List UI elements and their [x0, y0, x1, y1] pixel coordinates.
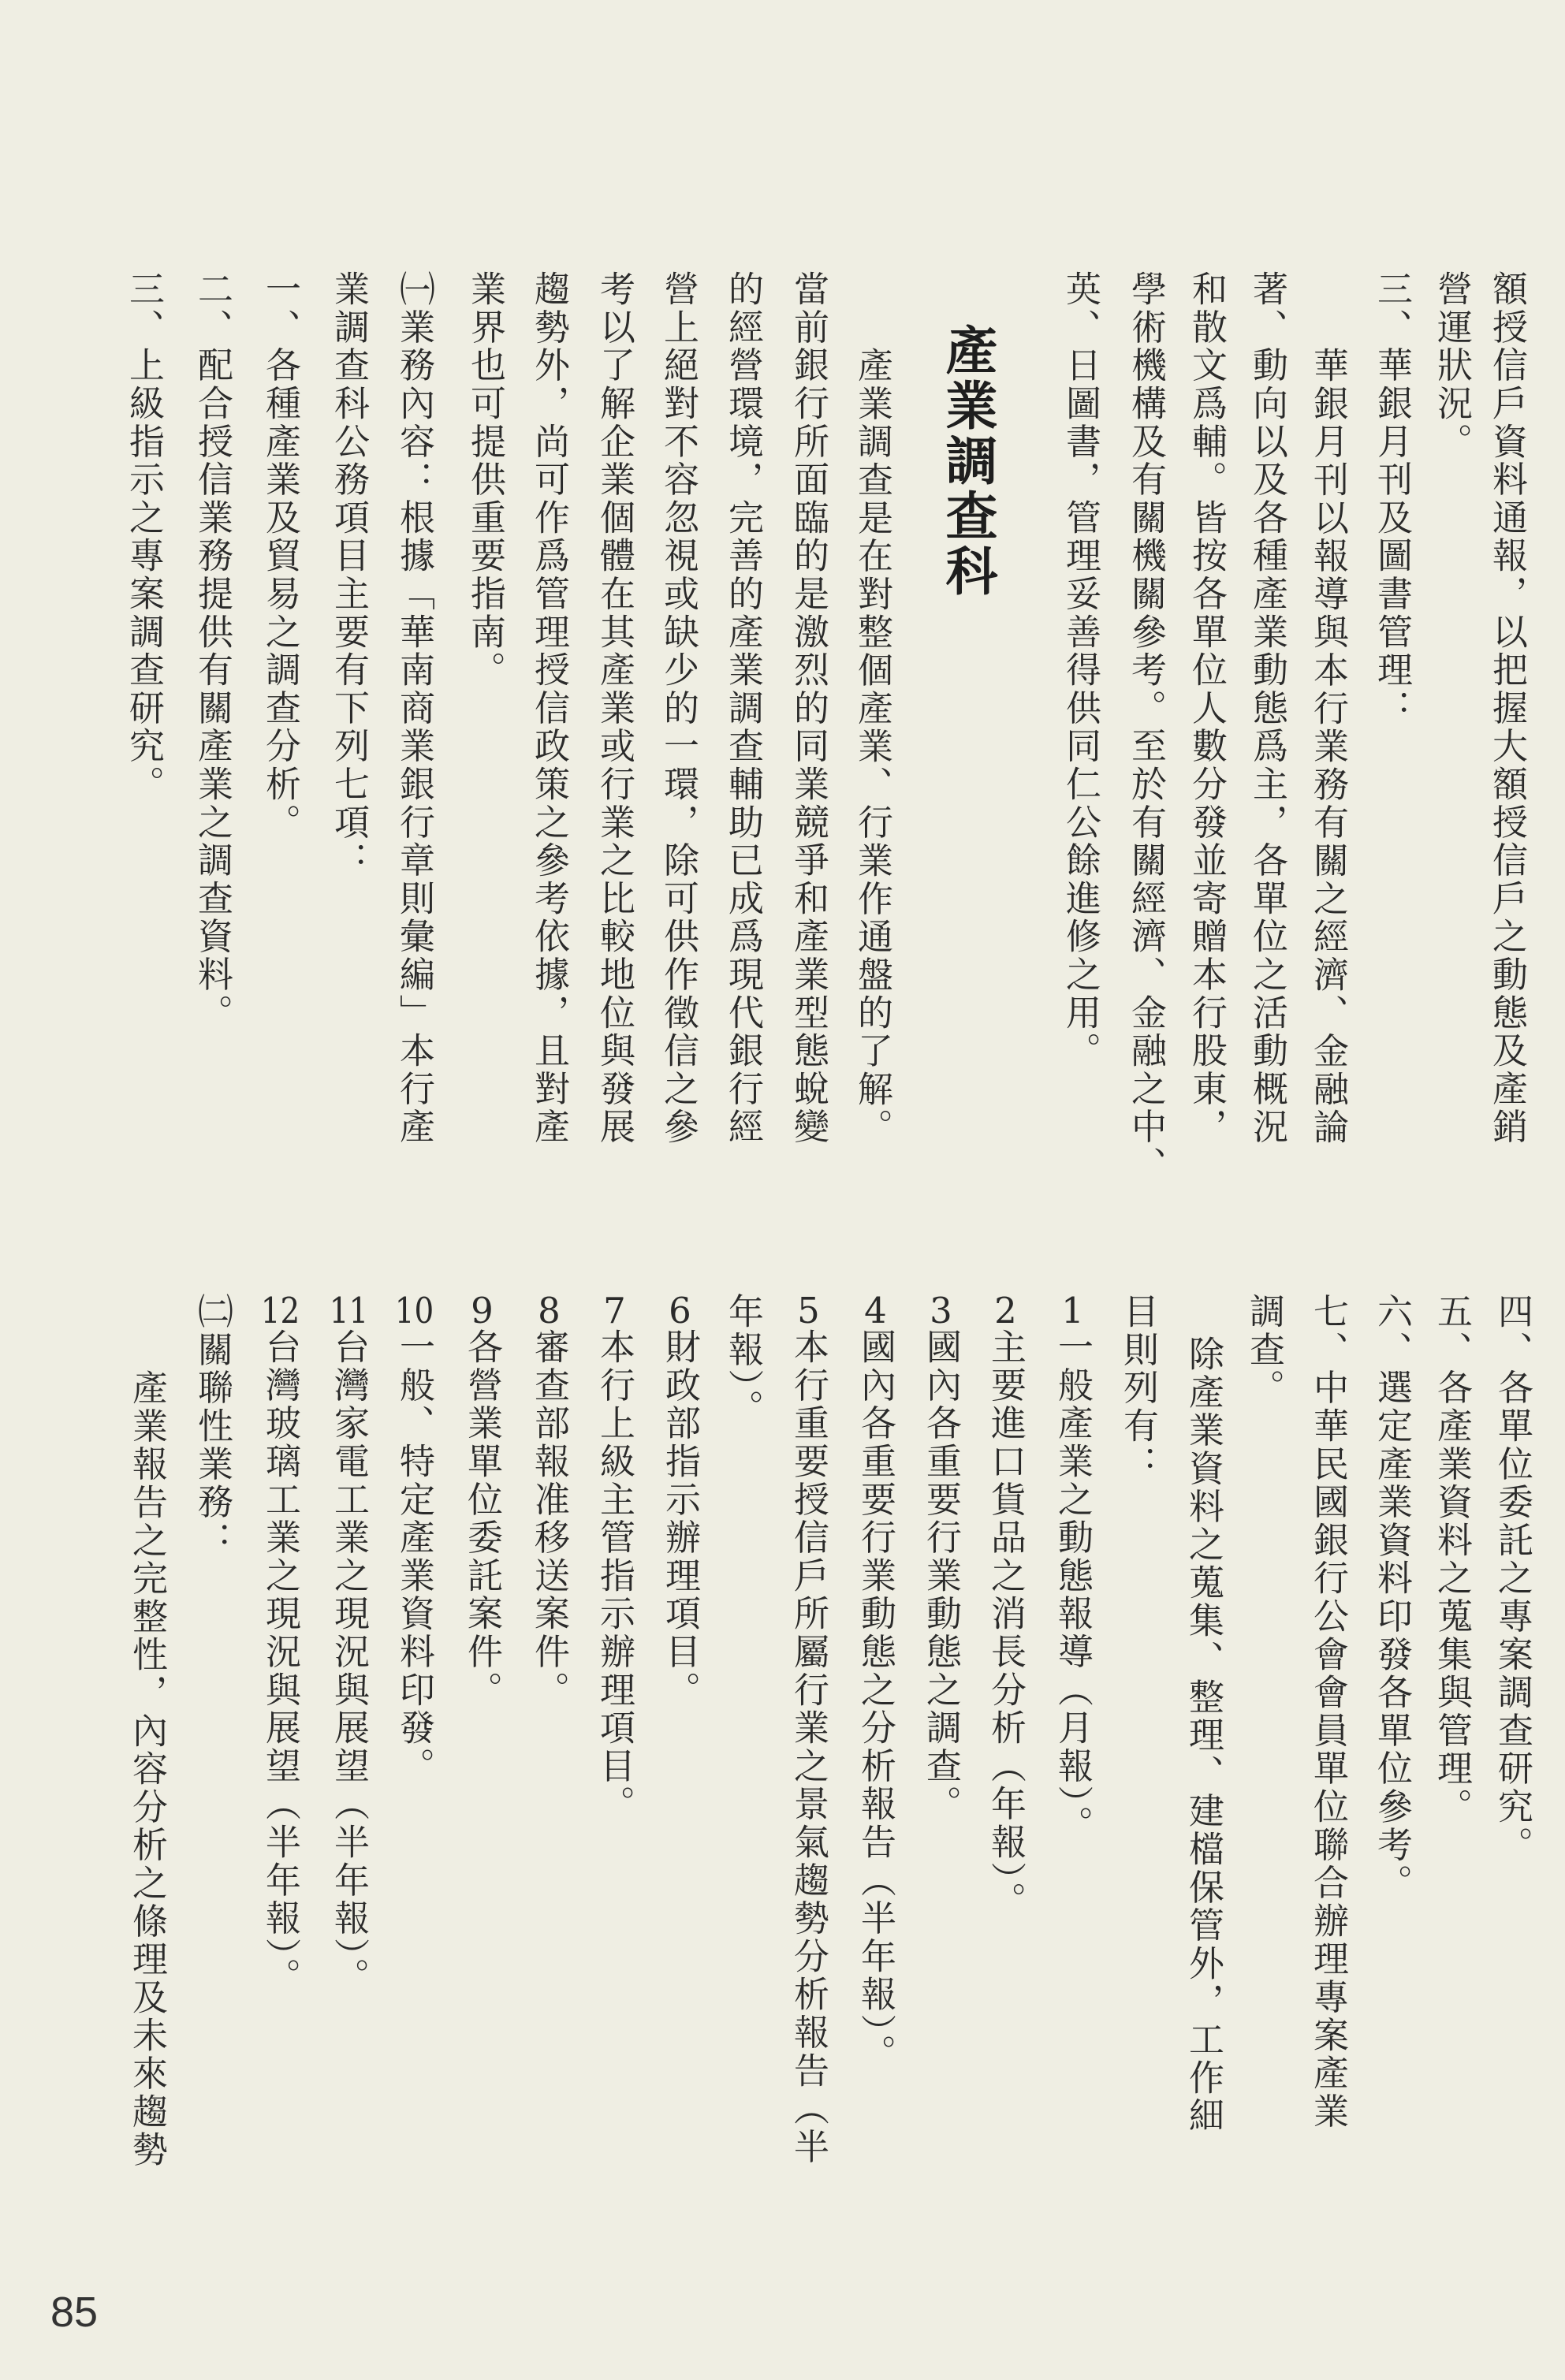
continuation-line: 額授信戶資料通報，以把握大額授信戶之動態及產銷 — [1486, 270, 1528, 1146]
intro-line: 當前銀行所面臨的是激烈的同業競爭和產業型態蛻變 — [788, 270, 829, 1146]
work-item-text: 台灣玻璃工業之現況與展望（半年報）。 — [259, 1328, 301, 1996]
work-item — [985, 1293, 1027, 1920]
work-item-text: 國內各重要行業動態之分析報告（半年報）。 — [855, 1328, 896, 2073]
work-item-text: 各營業單位委託案件。 — [461, 1328, 503, 1709]
section-title: 產業調查科 — [937, 323, 997, 599]
work-item — [659, 1293, 701, 1709]
work-item-text: 台灣家電工業之現況與展望（半年報）。 — [328, 1328, 370, 1996]
work-item — [920, 1293, 962, 1823]
work-item-number: 11 — [329, 1293, 369, 1328]
work-item-text: 國內各重要行業動態之調查。 — [920, 1328, 962, 1823]
intro-line: 趨勢外，尚可作爲管理授信政策之參考依據，且對產 — [528, 270, 570, 1146]
work-item — [461, 1293, 503, 1709]
subsection-heading: ㈡關聯性業務： — [192, 1293, 233, 1560]
work-item — [259, 1293, 301, 1996]
subsection-heading: ㈠業務內容：根據「華南商業銀行章則彙編」本行產 — [393, 270, 435, 1146]
work-item-number: 2 — [994, 1293, 1017, 1328]
work-item-text: 本行上級主管指示辦理項目。 — [594, 1328, 635, 1823]
paragraph-line: 華銀月刊以報導與本行業務有關之經濟、金融論 — [1307, 347, 1349, 1147]
work-item-number: 3 — [930, 1293, 952, 1328]
list-item-heading: 三、華銀月刊及圖書管理： — [1371, 270, 1413, 728]
duty-line: 七、中華民國銀行公會會員單位聯合辦理專案產業 — [1307, 1293, 1349, 2131]
work-intro-line: 除產業資料之蒐集、整理、建檔保管外，工作細 — [1183, 1335, 1224, 2136]
work-item — [594, 1293, 635, 1823]
work-item — [328, 1293, 370, 1996]
work-item-continuation: 年報）。 — [722, 1293, 764, 1428]
work-item-text: 一般、特定產業資料印發。 — [393, 1328, 435, 1786]
work-item-number: 10 — [394, 1293, 434, 1328]
work-item-text: 本行重要授信戶所屬行業之景氣趨勢分析報告（半 — [788, 1328, 829, 2166]
paragraph-line: 英、日圖書，管理妥善得供同仁公餘進修之用。 — [1060, 270, 1101, 1071]
duty-line: 五、各產業資料之蒐集與管理。 — [1431, 1293, 1473, 1827]
duty-line: 調查。 — [1243, 1293, 1285, 1407]
work-item-number: 12 — [260, 1293, 300, 1328]
work-item-text: 財政部指示辦理項目。 — [659, 1328, 701, 1709]
duty-line: 一、各種產業及貿易之調查分析。 — [259, 270, 301, 842]
work-item — [393, 1293, 435, 1786]
intro-line: 的經營環境，完善的產業調查輔助已成爲現代銀行經 — [722, 270, 764, 1146]
subsection-heading: 業調查科公務項目主要有下列七項： — [328, 270, 370, 880]
paragraph-line: 學術機構及有關機關參考。至於有關經濟、金融之中、 — [1125, 270, 1167, 1185]
intro-line: 營上絕對不容忽視或缺少的一環，除可供作徵信之參 — [658, 270, 699, 1146]
work-item-number: 8 — [538, 1293, 561, 1328]
work-item-number: 6 — [669, 1293, 691, 1328]
work-item-text: 審查部報准移送案件。 — [528, 1328, 570, 1709]
work-item-text: 主要進口貨品之消長分析（年報）。 — [985, 1328, 1027, 1920]
intro-line: 業界也可提供重要指南。 — [464, 270, 506, 690]
duty-line: 四、各單位委託之專案調查研究。 — [1492, 1293, 1533, 1864]
work-item-number: 7 — [603, 1293, 626, 1328]
paragraph-line: 和散文爲輔。皆按各單位人數分發並寄贈本行股東， — [1186, 270, 1228, 1146]
page-number: 85 — [50, 2289, 99, 2336]
duty-line: 六、選定產業資料印發各單位參考。 — [1371, 1293, 1413, 1902]
work-item-number: 1 — [1061, 1293, 1084, 1328]
paragraph-line: 產業報告之完整性，內容分析之條理及未來趨勢 — [126, 1369, 168, 2170]
work-item-number: 5 — [797, 1293, 820, 1328]
work-item — [1052, 1293, 1094, 1844]
duty-line: 二、配合授信業務提供有關產業之調查資料。 — [192, 270, 233, 1032]
work-intro-line: 目則列有： — [1117, 1293, 1159, 1484]
intro-line: 考以了解企業個體在其產業或行業之比較地位與發展 — [594, 270, 635, 1146]
intro-line: 產業調查是在對整個產業、行業作通盤的了解。 — [851, 347, 893, 1147]
paragraph-line: 著、動向以及各種產業動態爲主，各單位之活動概況 — [1246, 270, 1288, 1146]
work-item — [855, 1293, 896, 2073]
continuation-line: 營運狀況。 — [1431, 270, 1473, 461]
work-item-number: 4 — [864, 1293, 887, 1328]
work-item — [788, 1293, 829, 2166]
work-item-text: 一般產業之動態報導（月報）。 — [1052, 1328, 1094, 1844]
duty-line: 三、上級指示之專案調查研究。 — [123, 270, 165, 804]
work-item — [528, 1293, 570, 1709]
work-item-number: 9 — [471, 1293, 494, 1328]
